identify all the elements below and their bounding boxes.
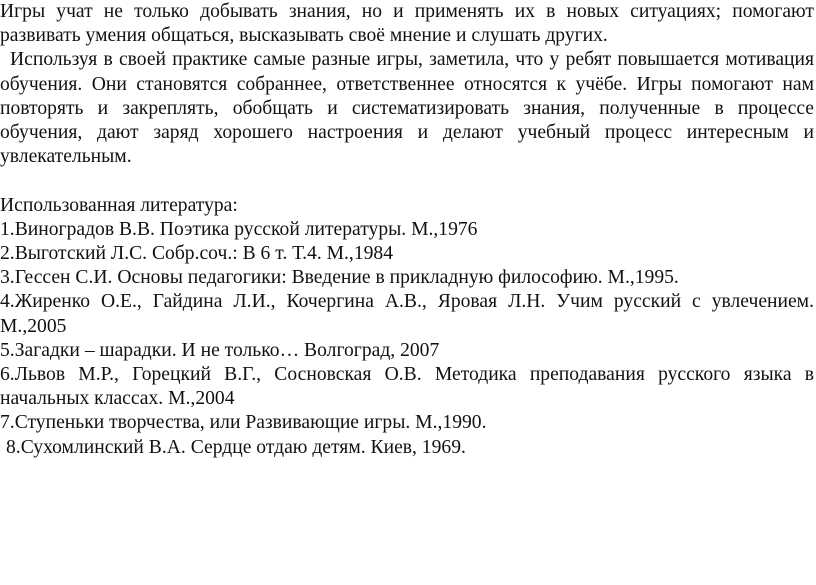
references-list <box>0 218 814 460</box>
reference-item: 4.Жиренко О.Е., Гайдина Л.И., Кочергина А.В., Яровая Л.Н. Учим русский с увлечением. М.,2005 <box>0 291 814 337</box>
reference-item: 8.Сухомлинский В.А. Сердце отдаю детям. Киев, 1969. <box>6 436 466 458</box>
reference-item: 2.Выготский Л.С. Собр.соч.: В 6 т. Т.4. М.,1984 <box>0 243 394 265</box>
reference-item: 3.Гессен С.И. Основы педагогики: Введение в прикладную философию. М.,1995. <box>0 267 679 289</box>
paragraph-games-practice: Используя в своей практике самые разные игры, заметила, что у ребят повышается мотивация обучения. Они становятся собраннее, ответственнее относятся к учёбе. Игры помогают нам повторять и закреплять, обобщать и систематизировать знания, полученные в процессе обучения, дают заряд хорошего настроения и делают учебный процесс интересным и увлекательным. <box>0 49 814 168</box>
reference-item: 5.Загадки – шарадки. И не только… Волгоград, 2007 <box>0 339 440 361</box>
reference-item: 6.Львов М.Р., Горецкий В.Г., Сосновская О.В. Методика преподавания русского языка в начальных классах. М.,2004 <box>0 364 814 410</box>
references-heading: Использованная литература: <box>0 194 238 216</box>
reference-item: 1.Виноградов В.В. Поэтика русской литературы. М.,1976 <box>0 218 478 240</box>
reference-item: 7.Ступеньки творчества, или Развивающие игры. М.,1990. <box>0 412 487 434</box>
paragraph-games-teach: Игры учат не только добывать знания, но и применять их в новых ситуациях; помогают развивать умения общаться, высказывать своё мнение и слушать других. <box>0 1 814 47</box>
blank-line <box>0 169 814 193</box>
